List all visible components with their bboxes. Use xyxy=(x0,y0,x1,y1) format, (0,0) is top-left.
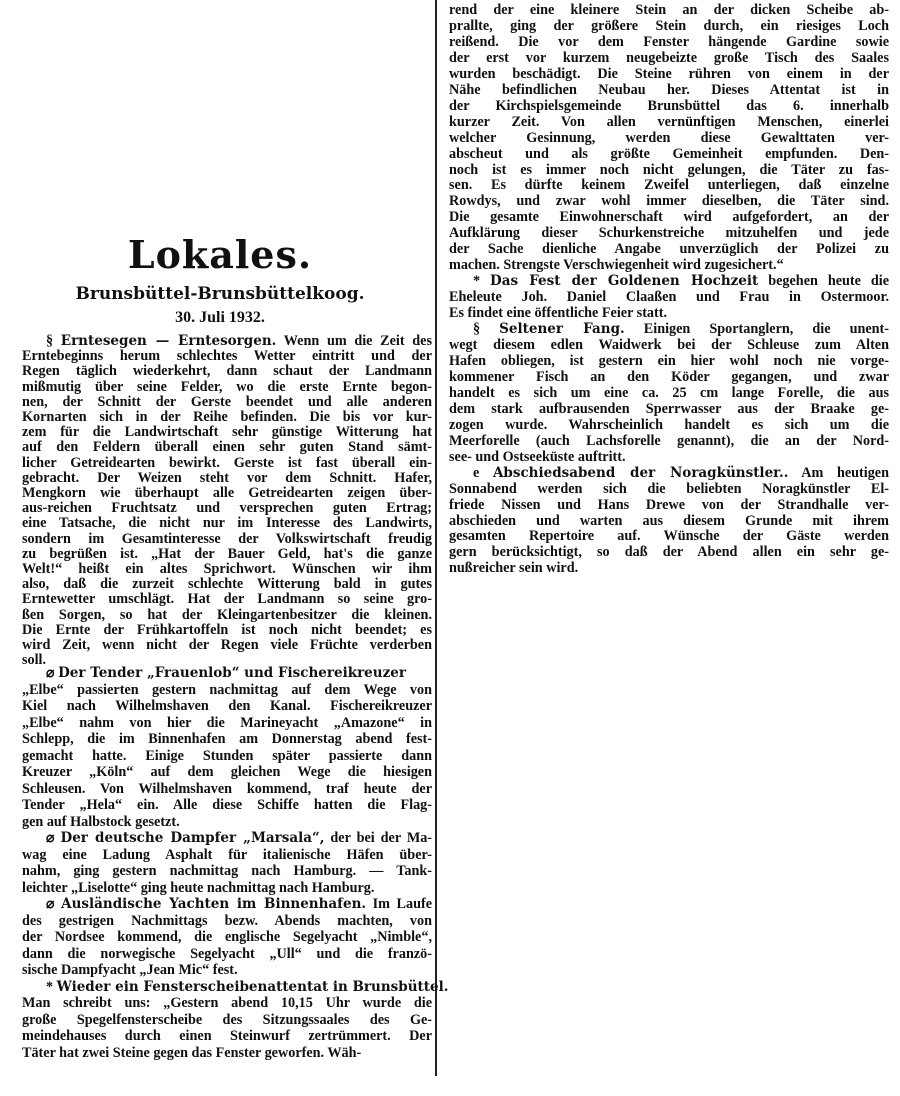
article-marker: ⌀ xyxy=(46,896,55,912)
article-marker: § xyxy=(46,333,54,349)
text-line: abscheut und als größte Gemeinheit empfunden. Den- xyxy=(449,145,889,162)
text-line: eine Tatsache, die nicht nur im Interesse des Landwirts, xyxy=(22,515,432,532)
text-line: Kornarten sich in der Reihe befinden. Die bis vor kur- xyxy=(22,409,432,426)
article-marker: ⌀ xyxy=(46,665,55,681)
article-text: begehen heute die xyxy=(768,273,890,290)
text-line: wird Zeit, wenn nicht der Regen viele Früchte verderben xyxy=(22,637,432,654)
text-line: Die Ernte der Frühkartoffeln ist noch nicht beendet; es xyxy=(22,621,432,638)
text-line xyxy=(22,830,432,847)
article-marker: * xyxy=(473,273,481,290)
text-line: der erst vor kurzem neugebeizte große Tisch des Saales xyxy=(449,49,889,66)
text-line: „Elbe“ nahm von hier die Marineyacht „Amazone“ in xyxy=(22,714,432,731)
text-line: zem für die Landwirtschaft sehr günstige Witterung hat xyxy=(22,424,432,441)
text-line: Meerforelle (auch Lachsforelle genannt), die an der Nord- xyxy=(449,432,889,449)
article-heading: Das Fest der Goldenen Hochzeit xyxy=(490,273,759,290)
dateline: 30. Juli 1932. xyxy=(175,309,265,326)
text-line: Kiel nach Wilhelmshaven den Kanal. Fischereikreuzer xyxy=(22,698,432,714)
text-line: dann die norwegische Segelyacht „Ull“ und die franzö- xyxy=(22,945,432,962)
text-line: nahm, ging gestern nachmittag nach Hamburg. — Tank- xyxy=(22,863,432,879)
article-heading: Der deutsche Dampfer „Marsala“, xyxy=(60,830,325,846)
article-heading: Der Tender „Frauenlob“ und Fischereikreuzer xyxy=(58,665,406,681)
text-line: Regen täglich wiederkehrt, dann schaut der Landmann xyxy=(22,363,432,380)
text-line: Sonnabend werden sich die beliebten Noragkünstler El- xyxy=(449,480,889,497)
text-line: Täter hat zwei Steine gegen das Fenster geworfen. Wäh- xyxy=(22,1044,362,1061)
article-text: Im Laufe xyxy=(372,896,433,912)
text-line: noch ist es immer noch nicht gelungen, die Täter zu fas- xyxy=(449,161,889,178)
article xyxy=(449,322,889,466)
column-right xyxy=(449,3,889,577)
text-line: meindehauses durch einen Steinwurf zertrümmert. Der xyxy=(22,1028,432,1044)
text-line: große Spegelfensterscheibe des Sitzungssaales des Ge- xyxy=(22,1011,432,1028)
text-line: machen. Strengste Verschwiegenheit wird zugesichert.“ xyxy=(449,257,784,274)
text-line: kommener Fisch an den Köder gegangen, und zwar xyxy=(449,368,889,385)
text-line: zu begrüßen ist. „Hat der Bauer Geld, hat's die ganze xyxy=(22,545,432,562)
text-line: nen, der Schnitt der Gerste beendet und alle anderen xyxy=(22,393,432,410)
article xyxy=(22,334,432,668)
text-line: sische Dampfyacht „Jean Mic“ fest. xyxy=(22,962,238,978)
text-line xyxy=(449,274,889,290)
text-line: gebracht. Der Weizen steht vor dem Schnitt. Hafer, xyxy=(22,469,432,486)
article-heading: Seltener Fang. xyxy=(499,321,625,338)
text-line: Welt!“ heißt ein altes Sprichwort. Wünschen wir ihm xyxy=(22,561,432,578)
text-line: reißend. Die vor dem Fenster hängende Gardine sowie xyxy=(449,33,889,50)
article-marker: * xyxy=(46,978,54,995)
text-line: gen auf Halbstock gesetzt. xyxy=(22,813,180,830)
article-text: Einigen Sportanglern, die unent- xyxy=(643,321,889,338)
text-line: licher Getreidearten bewirkt. Gerste ist fast überall ein- xyxy=(22,454,432,471)
text-line: prallte, ging der größere Stein durch, ein riesiges Loch xyxy=(449,17,889,34)
text-line: Nähe befindlichen Neubau her. Dieses Attentat ist in xyxy=(449,81,889,98)
text-line: der Sache dienliche Angabe unverzüglich der Polizei zu xyxy=(449,241,889,258)
text-line: Schleusen. Von Wilhelmshaven kommend, traf heute der xyxy=(22,780,432,797)
text-line: Man schreibt uns: „Gestern abend 10,15 Uhr wurde die xyxy=(22,995,432,1011)
text-line: leichter „Liselotte“ ging heute nachmittag nach Hamburg. xyxy=(22,879,375,896)
text-line: der Nordsee kommend, die englische Segelyacht „Nimble“, xyxy=(22,929,432,945)
text-line: des gestrigen Nachmittags bezw. Abends machten, von xyxy=(22,912,432,929)
text-line xyxy=(22,978,449,996)
text-line: gesamten Repertoire auf. Wünsche der Gäste werden xyxy=(449,528,889,545)
article-heading: Ausländische Yachten im Binnenhafen. xyxy=(61,896,367,912)
text-line: sen. Es dürfte keinem Zweifel unterliegen, daß einzelne xyxy=(449,177,889,194)
article xyxy=(449,466,889,578)
text-line xyxy=(22,665,432,682)
article-text: der bei der Ma- xyxy=(330,830,433,846)
text-line: dem stark aufbrausenden Sperrwasser aus der Braake ge- xyxy=(449,400,889,417)
article xyxy=(22,896,432,979)
section-subtitle: Brunsbüttel-Brunsbüttelkoog. xyxy=(75,284,365,304)
article-heading: Wieder ein Fensterscheibenattentat in Brunsbüttel. xyxy=(56,978,449,995)
text-line: auf den Feldern überall einen sehr guten Stand sämt- xyxy=(22,439,432,456)
text-line: Es findet eine öffentliche Feier statt. xyxy=(449,305,668,322)
article-text: Am heutigen xyxy=(801,464,889,481)
article-heading: Abschiedsabend der Noragkünstler.. xyxy=(492,464,789,481)
text-line: wegt diesem edlen Waidwerk bei der Schleuse zum Alten xyxy=(449,337,889,354)
text-line: Schlepp, die im Binnenhafen am Donnerstag abend fest- xyxy=(22,731,432,747)
article xyxy=(22,978,449,1062)
text-line: sondern im Gesamtinteresse der Volkswirtschaft freudig xyxy=(22,530,432,547)
text-line xyxy=(449,322,889,338)
text-line: also, daß die zurzeit schlechte Witterung bald in gutes xyxy=(22,576,432,593)
column-left-bottom xyxy=(22,665,449,1061)
text-line: abschieden und warten aus diesem Grunde mit ihrem xyxy=(449,512,889,529)
text-line: aus-reichen Fruchtsatz und versprechen guten Ertrag; xyxy=(22,500,432,517)
text-line: ßen Sorgen, so hat der Kleingartenbesitzer die kleinen. xyxy=(22,606,432,623)
text-line: Hafen obliegen, ist gestern ein hier wohl noch nie vorge- xyxy=(449,352,889,369)
text-line: „Elbe“ passierten gestern nachmittag auf dem Wege von xyxy=(22,681,432,698)
text-line: welcher Gesinnung, werden diese Gewalttaten ver- xyxy=(449,129,889,146)
section-title: Lokales. xyxy=(127,232,313,277)
text-line: nußreicher sein wird. xyxy=(449,560,579,577)
text-line: friede Nissen und Hans Drewe von der Strandhalle ver- xyxy=(449,496,889,513)
text-line xyxy=(22,334,432,349)
text-line: Mengkorn wie überhaupt alle Getreidearten zeigen über- xyxy=(22,485,432,502)
text-line: zogen wurde. Wahrscheinlich handelt es sich um die xyxy=(449,416,889,433)
text-line: wurden beschädigt. Die Steine rühren von einem in der xyxy=(449,65,889,82)
text-line: der Kirchspielsgemeinde Brunsbüttel das 6. innerhalb xyxy=(449,97,889,114)
text-line: Rowdys, und zwar wohl immer dieselben, die Täter sind. xyxy=(449,193,889,210)
text-line xyxy=(22,896,432,913)
text-line: wag eine Ladung Asphalt für italienische Häfen über- xyxy=(22,846,432,863)
article-heading: Erntesegen — Erntesorgen. xyxy=(60,333,277,349)
text-line: mißmutig über seine Felder, wo die erste Ernte begon- xyxy=(22,378,432,395)
text-line: kurzer Zeit. Von allen vernünftigen Menschen, einerlei xyxy=(449,113,889,130)
text-line: Eheleute Joh. Daniel Claaßen und Frau in Ostermoor. xyxy=(449,289,889,306)
text-line: Tender „Hela“ ein. Alle diese Schiffe hatten die Flag- xyxy=(22,797,432,813)
text-line: gemacht hatte. Einige Stunden später passierte dann xyxy=(22,747,432,764)
text-line xyxy=(449,466,889,482)
text-line: Kreuzer „Köln“ auf dem gleichen Wege die hiesigen xyxy=(22,764,432,780)
text-line: Aufklärung dieser Schurkenstreiche mitzuhelfen und jede xyxy=(449,225,889,242)
text-line: Erntewetter umschlägt. Hat der Landmann so seine gro- xyxy=(22,591,432,608)
article xyxy=(22,665,432,830)
article-marker: e xyxy=(473,464,480,481)
text-line: gern berücksichtigt, so daß der Abend allen ein sehr ge- xyxy=(449,544,889,561)
text-line: soll. xyxy=(22,652,47,669)
article xyxy=(449,274,889,322)
article-marker: ⌀ xyxy=(46,830,55,846)
article xyxy=(22,830,432,896)
text-line: rend der eine kleinere Stein an der dicken Scheibe ab- xyxy=(449,2,889,18)
text-line: Die gesamte Einwohnerschaft wird aufgefordert, an der xyxy=(449,209,889,226)
column-left-top xyxy=(22,334,432,668)
text-line: see- und Ostseeküste auftritt. xyxy=(449,448,626,465)
article-text: Wenn um die Zeit des xyxy=(283,333,432,349)
column-divider xyxy=(435,0,437,1076)
text-line: handelt es sich um eine ca. 25 cm lange Forelle, die aus xyxy=(449,384,889,401)
article-marker: § xyxy=(473,321,481,338)
article xyxy=(449,3,889,274)
text-line: Erntebeginns herum schlechtes Wetter eintritt und der xyxy=(22,348,432,365)
